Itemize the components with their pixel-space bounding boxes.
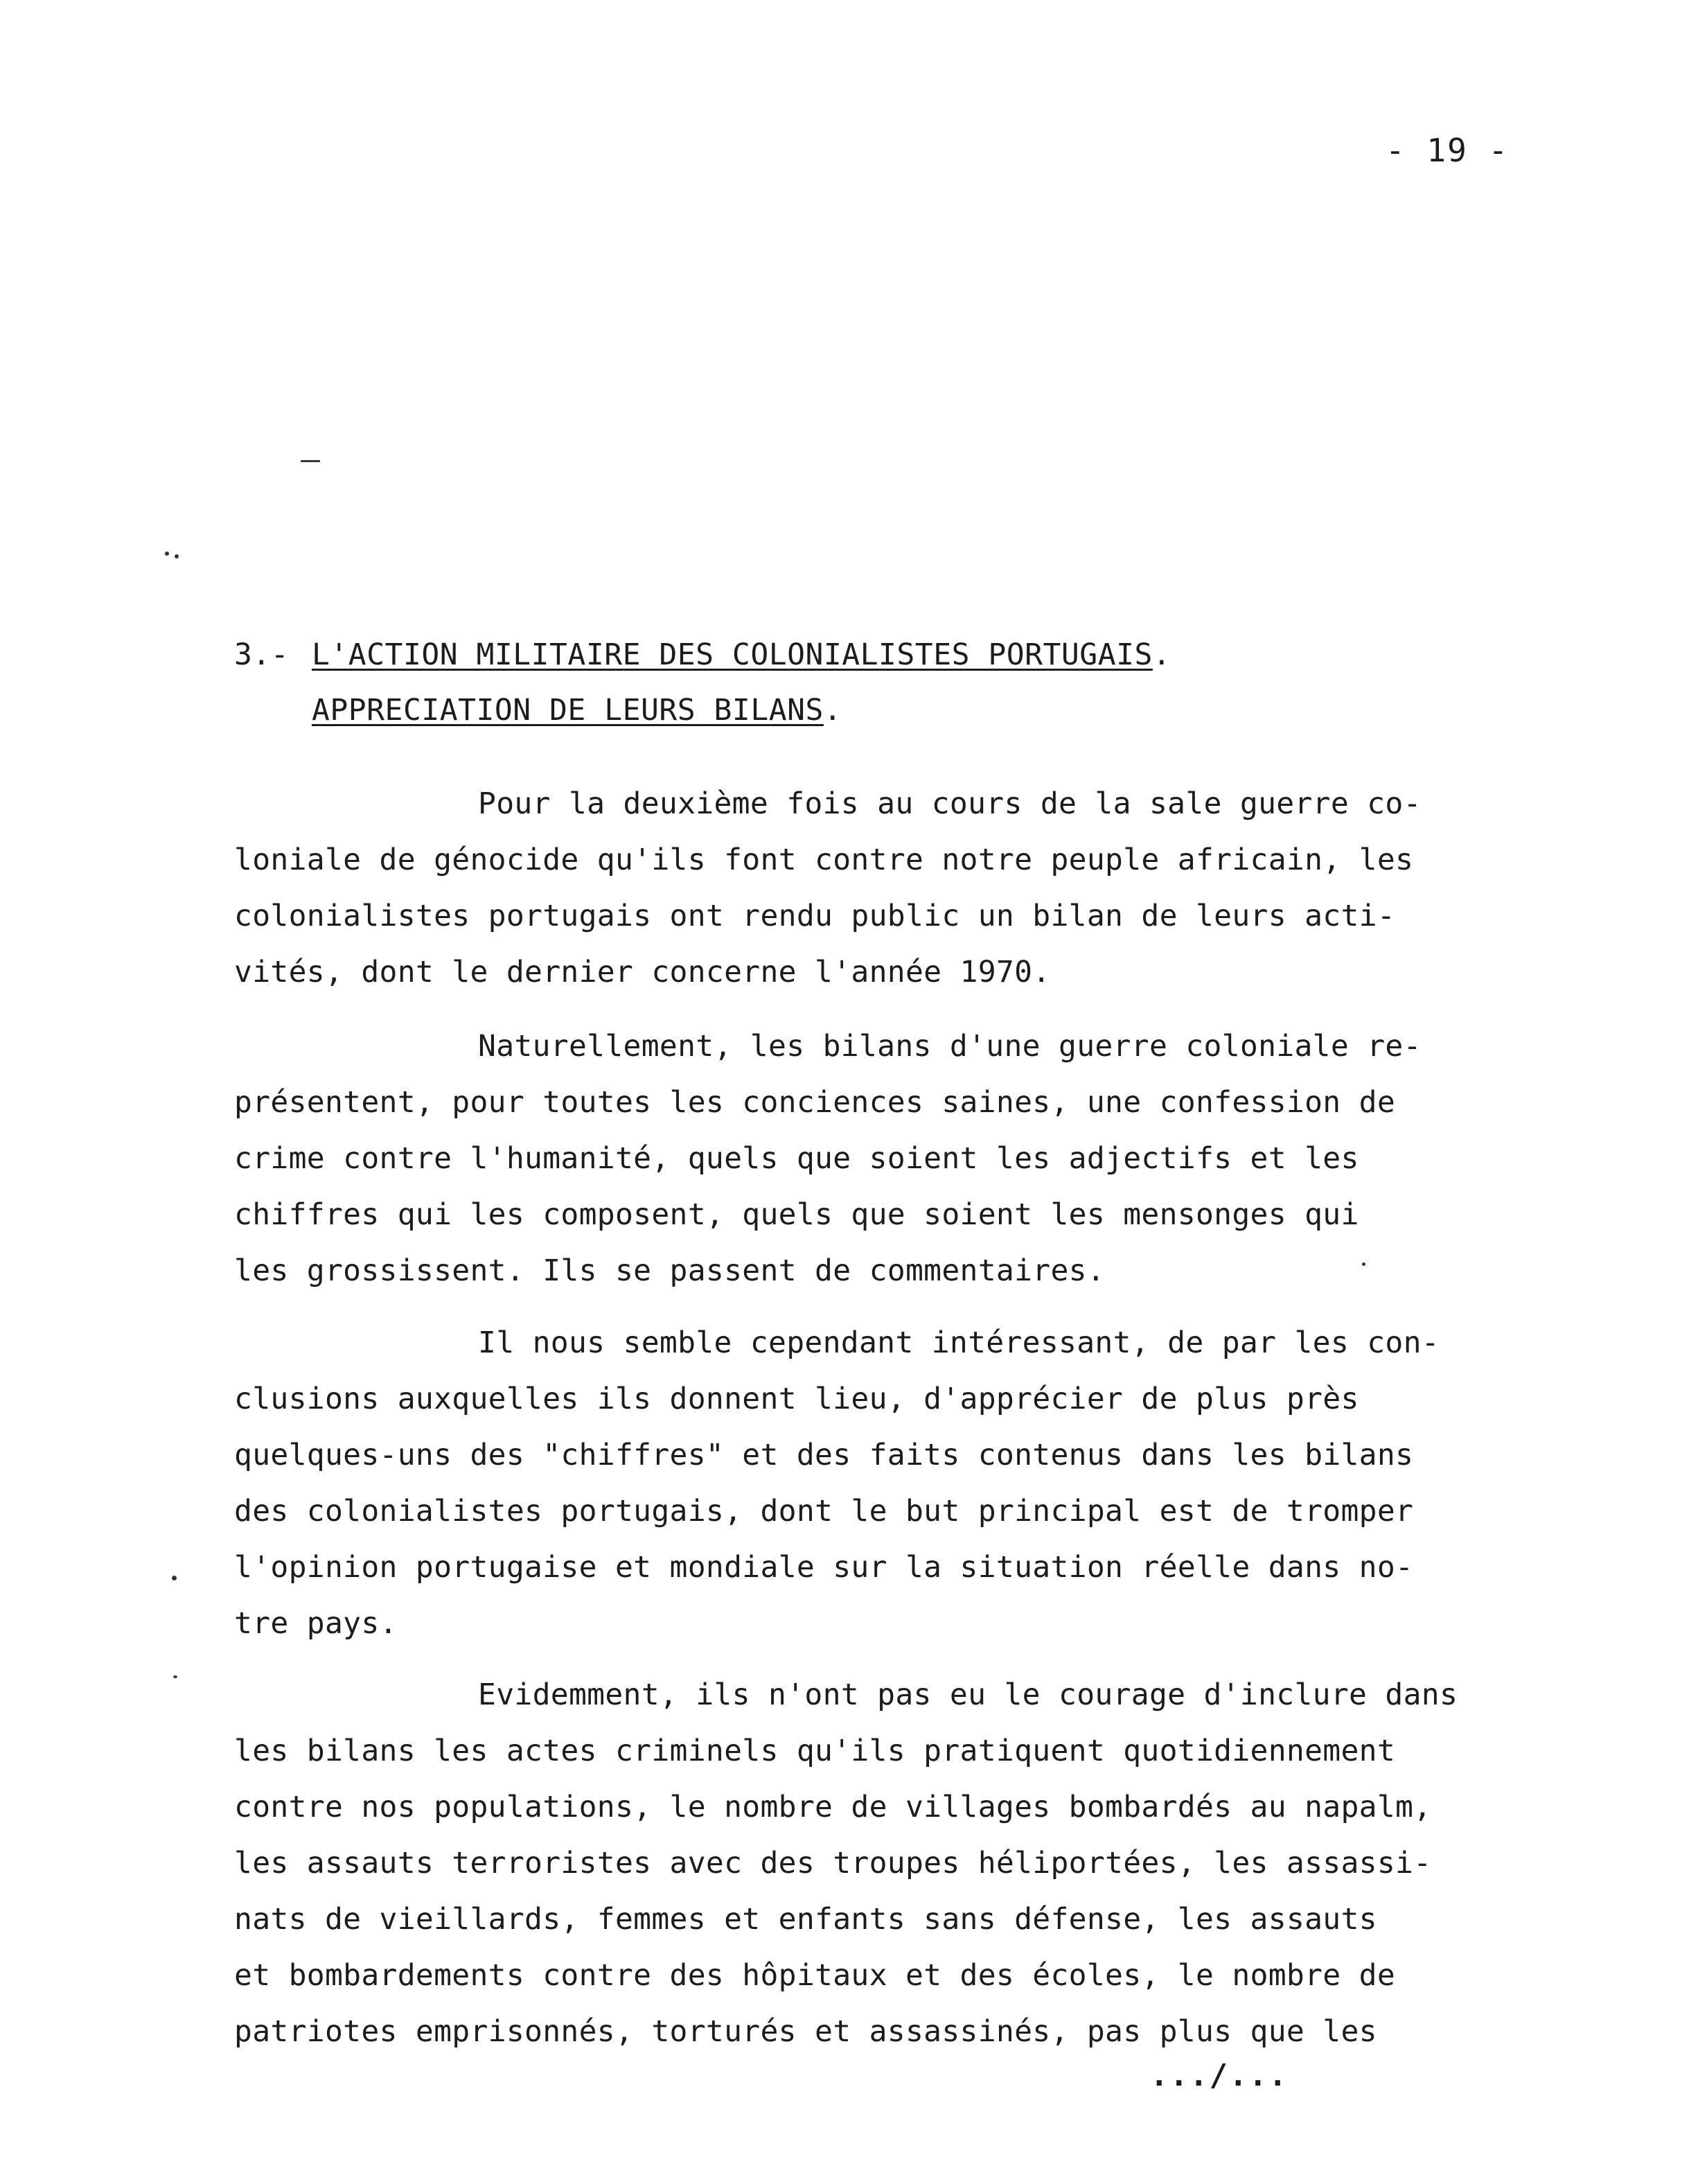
paragraph-line: l'opinion portugaise et mondiale sur la situation réelle dans no- <box>234 1550 1414 1585</box>
paragraph-4 <box>234 1667 1578 2060</box>
paragraph-line: Il nous semble cependant intéressant, de par les con- <box>478 1326 1440 1360</box>
paragraph-line: colonialistes portugais ont rendu public un bilan de leurs acti- <box>234 899 1396 933</box>
paragraph-line: nats de vieillards, femmes et enfants sans défense, les assauts <box>234 1902 1377 1937</box>
paragraph-1 <box>234 776 1578 1001</box>
paragraph-line: des colonialistes portugais, dont le but principal est de tromper <box>234 1494 1414 1529</box>
paragraph-line: présentent, pour toutes les conciences saines, une confession de <box>234 1085 1396 1120</box>
section-heading <box>234 627 1171 738</box>
paragraph-line: les assauts terroristes avec des troupes héliportées, les assassi- <box>234 1846 1432 1881</box>
paragraph-line: loniale de génocide qu'ils font contre notre peuple africain, les <box>234 843 1414 877</box>
margin-mark <box>175 554 179 558</box>
paragraph-line: quelques-uns des "chiffres" et des faits contenus dans les bilans <box>234 1438 1414 1472</box>
paragraph-line: tre pays. <box>234 1606 398 1641</box>
section-title-line-1: L'ACTION MILITAIRE DES COLONIALISTES PORTUGAIS <box>312 637 1153 672</box>
paragraph-3 <box>234 1315 1578 1652</box>
paragraph-2 <box>234 1019 1578 1299</box>
paragraph-line: les bilans les actes criminels qu'ils pratiquent quotidiennement <box>234 1734 1396 1768</box>
section-heading-line-1 <box>234 627 1171 682</box>
continuation-marker: .../... <box>1150 2058 1289 2093</box>
paragraph-line: et bombardements contre des hôpitaux et des écoles, le nombre de <box>234 1958 1396 1993</box>
paragraph-line: patriotes emprisonnés, torturés et assassinés, pas plus que les <box>234 2014 1377 2049</box>
section-title-line-2: APPRECIATION DE LEURS BILANS <box>312 693 824 728</box>
section-number: 3.- <box>234 637 290 672</box>
margin-mark <box>165 552 169 556</box>
paragraph-line: chiffres qui les composent, quels que soient les mensonges qui <box>234 1197 1359 1232</box>
margin-mark <box>172 1576 177 1580</box>
section-heading-line-2 <box>234 682 1171 738</box>
margin-mark <box>301 460 320 462</box>
paragraph-line: Naturellement, les bilans d'une guerre coloniale re- <box>478 1029 1422 1064</box>
page-number: - 19 - <box>1386 132 1510 169</box>
paragraph-line: clusions auxquelles ils donnent lieu, d'apprécier de plus près <box>234 1382 1359 1416</box>
paragraph-line: Pour la deuxième fois au cours de la sale guerre co- <box>478 786 1422 821</box>
margin-mark <box>173 1675 177 1678</box>
paragraph-line: contre nos populations, le nombre de villages bombardés au napalm, <box>234 1790 1432 1824</box>
paragraph-line: vités, dont le dernier concerne l'année 1970. <box>234 955 1051 989</box>
section-title-line-1-period: . <box>1152 637 1171 672</box>
section-title-line-2-period: . <box>823 693 842 728</box>
paragraph-line: crime contre l'humanité, quels que soient les adjectifs et les <box>234 1141 1359 1176</box>
paragraph-line: les grossissent. Ils se passent de commentaires. <box>234 1253 1106 1288</box>
paragraph-line: Evidemment, ils n'ont pas eu le courage d'inclure dans <box>478 1677 1458 1712</box>
